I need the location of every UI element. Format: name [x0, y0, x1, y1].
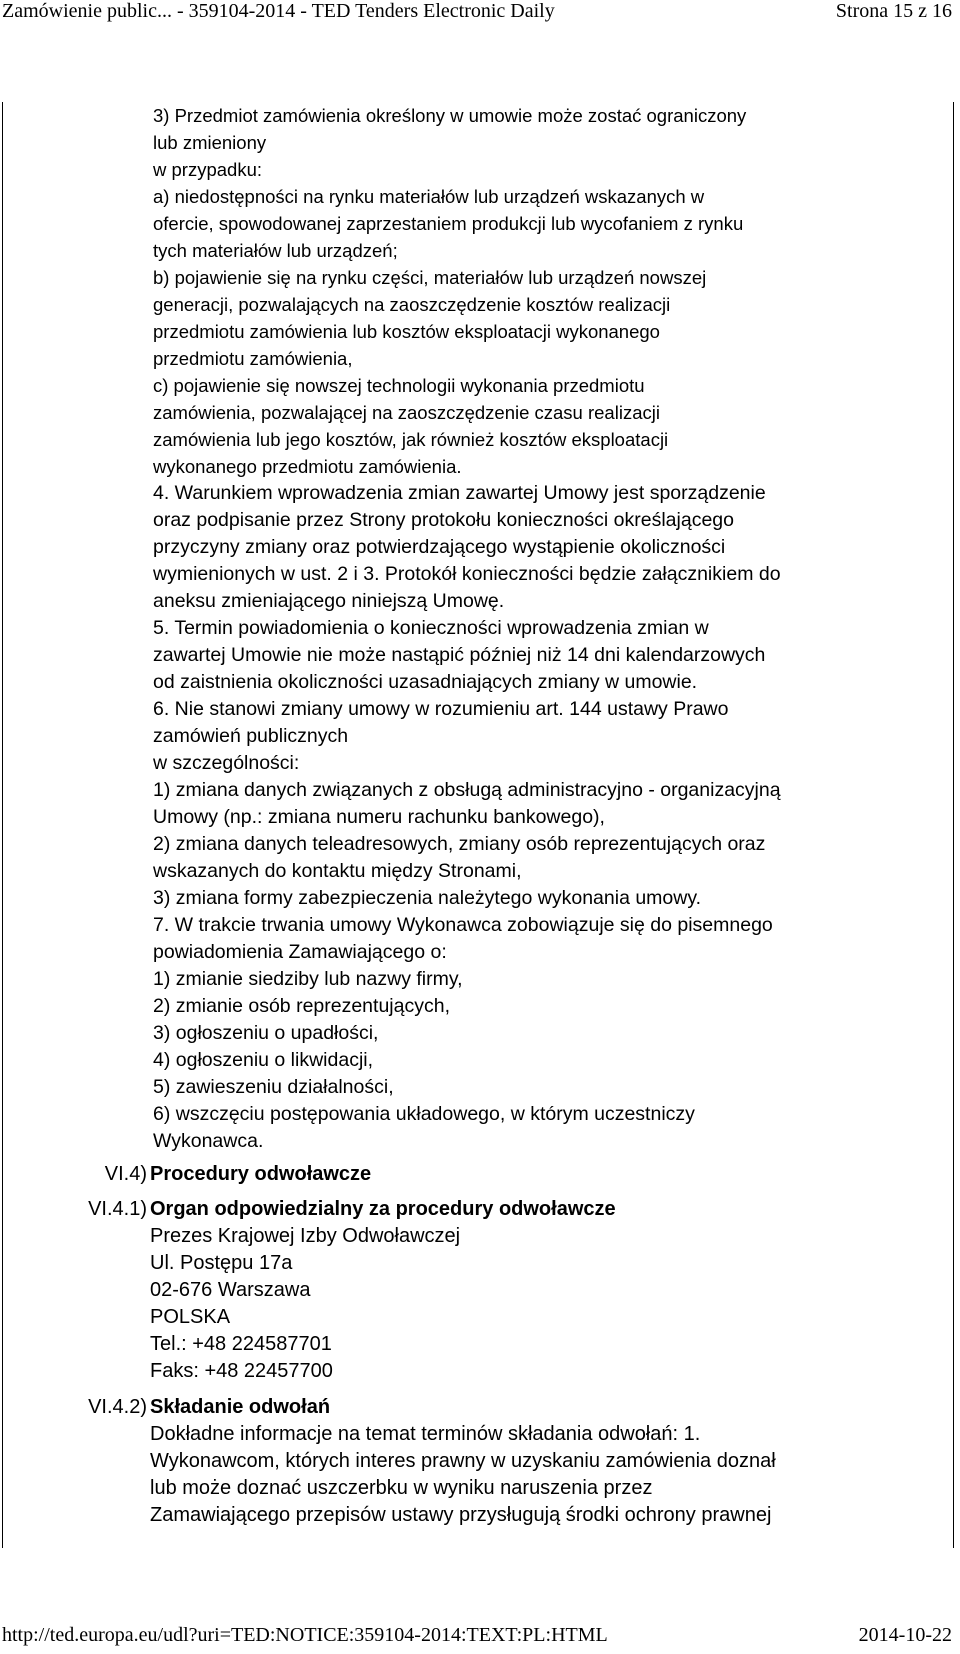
section-number: VI.4) [104, 1163, 147, 1185]
section-title: Organ odpowiedzialny za procedury odwoławcze [150, 1198, 616, 1220]
clause-3-text: 3) Przedmiot zamówienia określony w umowie może zostać ograniczony lub zmieniony w przypadku: a) niedostępności na rynku materiałów lub urządzeń wskazanych w ofercie, spowodowanej zaprzestaniem produkcji lub wycofaniem z rynku tych materiałów lub urządzeń; b) pojawienie się na rynku części, materiałów lub urządzeń nowszej generacji, pozwalających na zaoszczędzenie kosztów realizacji przedmiotu zamówienia lub kosztów eksploatacji wykonanego przedmiotu zamówienia, c) pojawienie się nowszej technologii wykonania przedmiotu zamówienia, pozwalającej na zaoszczędzenie czasu realizacji zamówienia lub jego kosztów, jak również kosztów eksploatacji wykonanego przedmiotu zamówienia. [153, 105, 747, 477]
header-title: Zamówienie public... - 359104-2014 - TED Tenders Electronic Daily [2, 0, 555, 22]
section-vi4 [0, 1161, 960, 1188]
section-number: VI.4.2) [88, 1396, 147, 1418]
page-header [0, 0, 960, 30]
section-number: VI.4.1) [88, 1198, 147, 1220]
section-title: Procedury odwoławcze [150, 1163, 372, 1185]
section-vi41 [0, 1196, 960, 1223]
review-body-address: Prezes Krajowej Izby Odwoławczej Ul. Postępu 17a 02-676 Warszawa POLSKA Tel.: +48 224587701 Faks: +48 22457700 [150, 1225, 461, 1382]
appeals-text: Dokładne informacje na temat terminów składania odwołań: 1. Wykonawcom, których interes prawny w uzyskaniu zamówienia doznał lub może doznać uszczerbku w wyniku naruszenia przez Zamawiającego przepisów ustawy przysługują środki ochrony prawnej [150, 1423, 776, 1526]
section-vi42 [0, 1394, 960, 1421]
footer-date: 2014-10-22 [858, 1624, 952, 1646]
section-title: Składanie odwołań [150, 1396, 331, 1418]
clauses-4-7-text: 4. Warunkiem wprowadzenia zmian zawartej Umowy jest sporządzenie oraz podpisanie przez Strony protokołu konieczności określającego przyczyny zmiany oraz potwierdzającego wystąpienie okoliczności wymienionych w ust. 2 i 3. Protokół konieczności będzie załącznikiem do aneksu zmieniającego niniejszą Umowę. 5. Termin powiadomienia o konieczności wprowadzenia zmian w zawartej Umowie nie może nastąpić później niż 14 dni kalendarzowych od zaistnienia okoliczności uzasadniających zmiany w umowie. 6. Nie stanowi zmiany umowy w rozumieniu art. 144 ustawy Prawo zamówień publicznych w szczególności: 1) zmiana danych związanych z obsługą administracyjno - organizacyjną Umowy (np.: zmiana numeru rachunku bankowego), 2) zmiana danych teleadresowych, zmiany osób reprezentujących oraz wskazanych do kontaktu między Stronami, 3) zmiana formy zabezpieczenia należytego wykonania umowy. 7. W trakcie trwania umowy Wykonawca zobowiązuje się do pisemnego powiadomienia Zamawiającego o: 1) zmianie siedziby lub nazwy firmy, 2) zmianie osób reprezentujących, 3) ogłoszeniu o upadłości, 4) ogłoszeniu o likwidacji, 5) zawieszeniu działalności, 6) wszczęciu postępowania układowego, w którym uczestniczy Wykonawca. [153, 482, 781, 1152]
header-page-number: Strona 15 z 16 [835, 0, 952, 22]
footer-url[interactable]: http://ted.europa.eu/udl?uri=TED:NOTICE:359104-2014:TEXT:PL:HTML [2, 1624, 608, 1646]
page-footer [0, 1624, 960, 1654]
document-body [0, 102, 960, 1529]
